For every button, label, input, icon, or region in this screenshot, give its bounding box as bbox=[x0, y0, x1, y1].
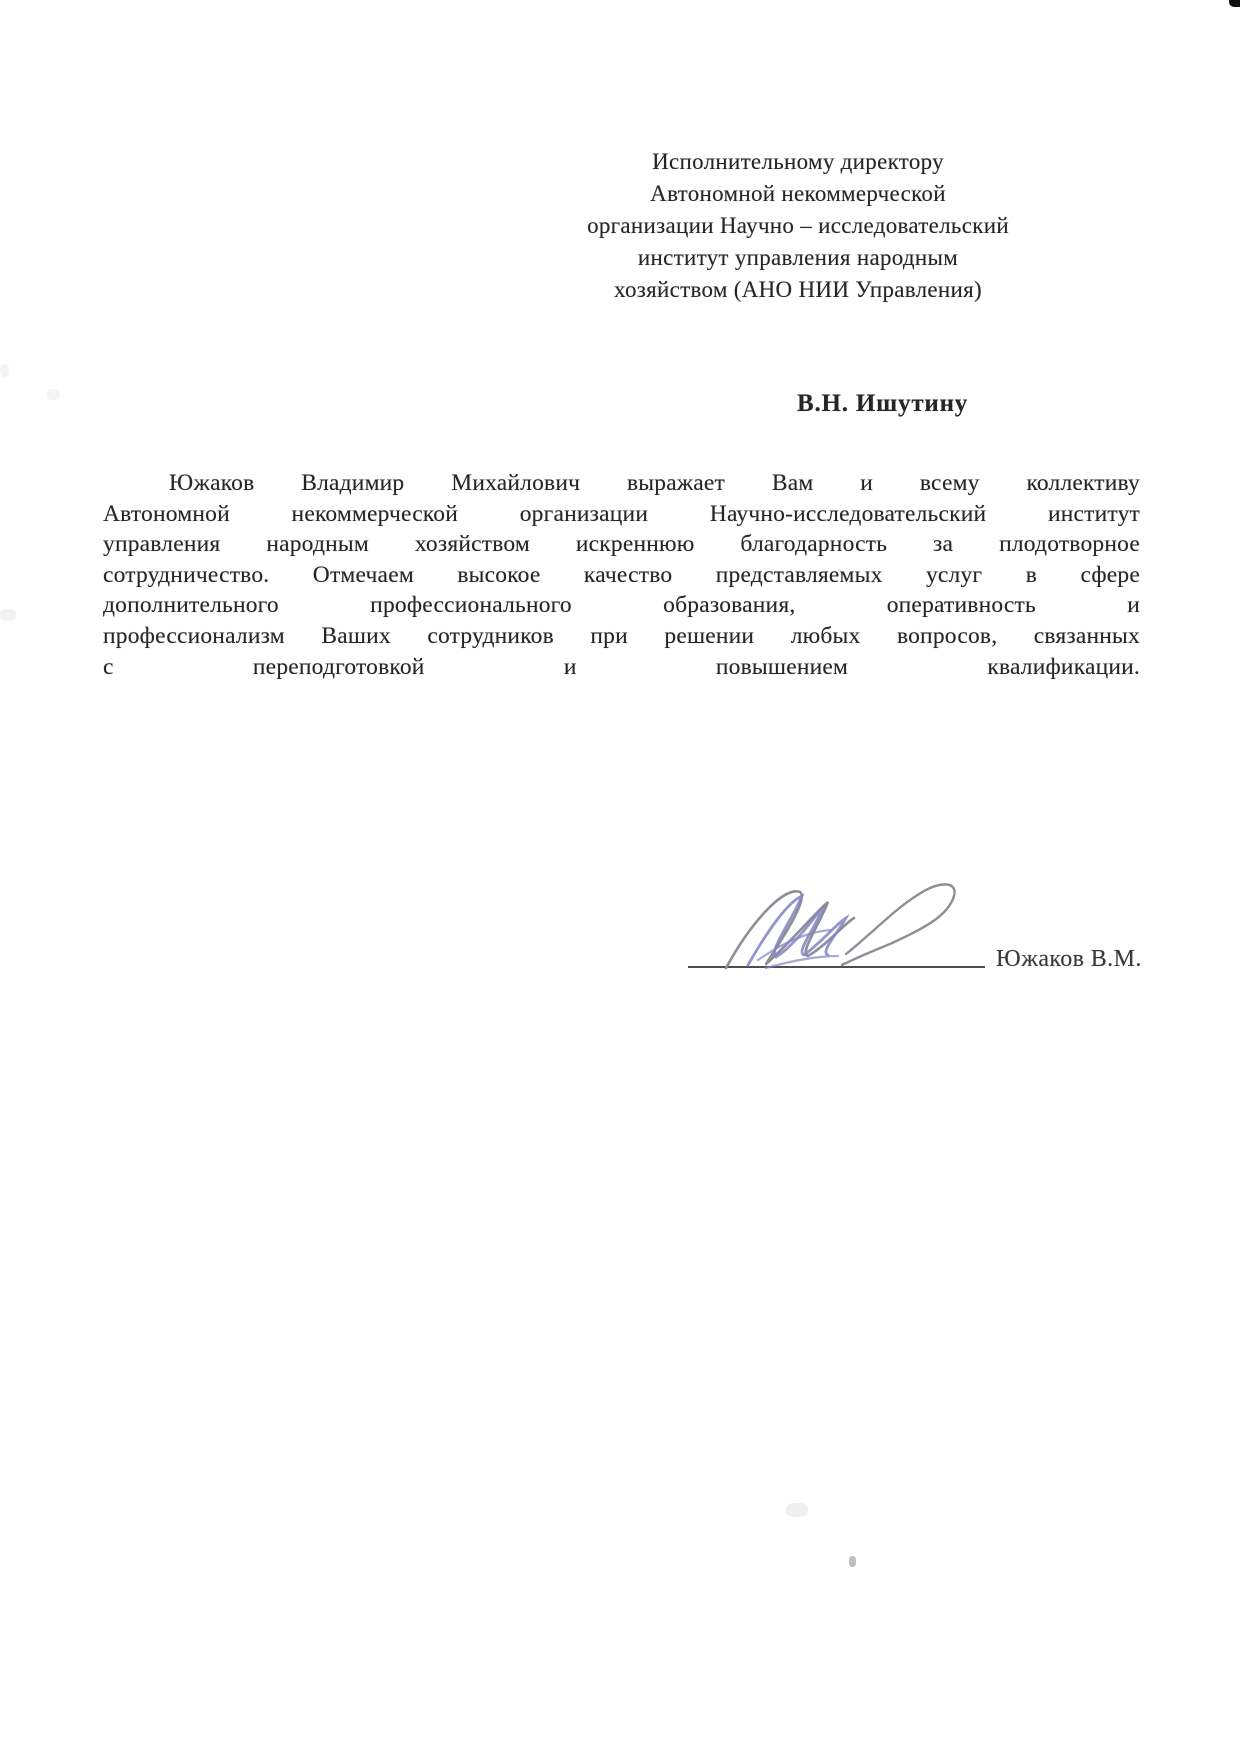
scan-artifact bbox=[47, 389, 60, 400]
signature-line bbox=[688, 948, 985, 968]
body-line: профессионализм Ваших сотрудников при решении любых вопросов, связанных bbox=[103, 622, 1140, 649]
body-line: сотрудничество. Отмечаем высокое качество представляемых услуг в сфере bbox=[103, 561, 1140, 588]
addressee-line: организации Научно – исследовательский bbox=[587, 213, 1009, 238]
addressee-line: Исполнительному директору bbox=[652, 149, 944, 174]
body-line: с переподготовкой и повышением квалификации. bbox=[103, 653, 1140, 680]
scan-artifact bbox=[0, 364, 9, 377]
body-line: Южаков Владимир Михайлович выражает Вам и всему коллективу bbox=[169, 470, 1140, 496]
signature-scribble-icon bbox=[696, 872, 1006, 974]
body-line: дополнительного профессионального образования, оперативность и bbox=[103, 592, 1140, 619]
addressee-block bbox=[552, 146, 1044, 306]
scan-artifact bbox=[0, 609, 16, 621]
recipient-name: В.Н. Ишутину bbox=[797, 390, 969, 417]
addressee-line: хозяйством (АНО НИИ Управления) bbox=[614, 277, 982, 302]
addressee-line: Автономной некоммерческой bbox=[650, 181, 946, 206]
body-paragraph bbox=[103, 468, 1140, 682]
scan-corner-artifact bbox=[1229, 0, 1240, 7]
addressee-line: институт управления народным bbox=[637, 245, 959, 270]
scan-artifact bbox=[849, 1556, 856, 1567]
signer-name: Южаков В.М. bbox=[996, 946, 1142, 972]
body-line: управления народным хозяйством искреннюю благодарность за плодотворное bbox=[103, 531, 1140, 558]
scan-artifact bbox=[786, 1503, 808, 1517]
body-line: Автономной некоммерческой организации Научно-исследовательский институт bbox=[103, 500, 1140, 527]
